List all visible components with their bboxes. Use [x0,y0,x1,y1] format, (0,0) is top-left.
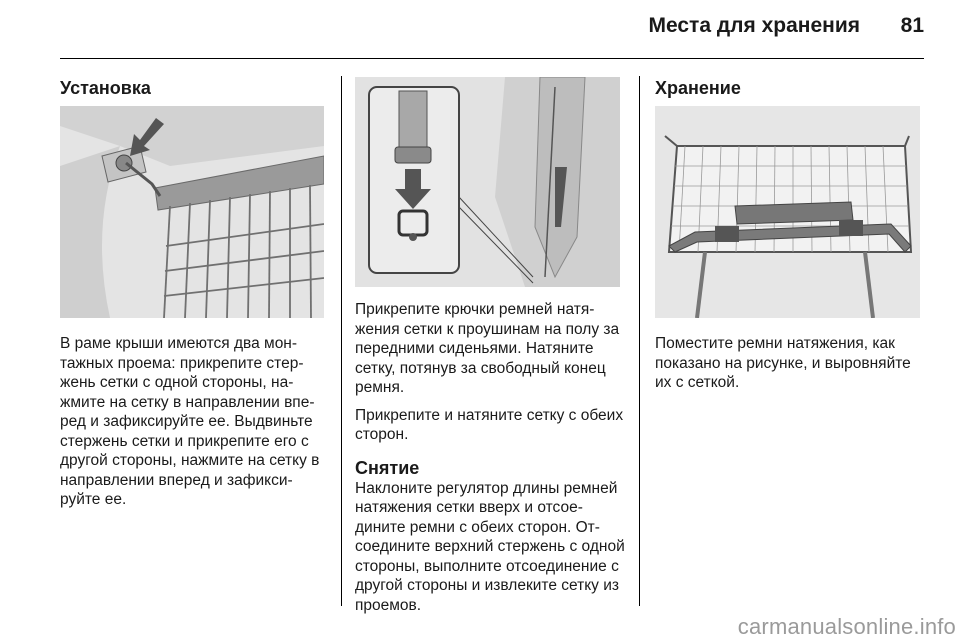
removal-paragraph: Наклоните регулятор длины ремней натяжения сетки вверх и отсоедините ремни с обеих сторон. Отсоедините верхний стержень с одной стороны, выполните отсоединение с другой стороны и извлеките сетку из проемов. [355,479,625,614]
tension-paragraph: Прикрепите и натяните сетку с обеих сторон. [355,406,624,443]
section-heading: Хранение [655,78,741,98]
floor-eyelet-drawing [355,77,620,287]
storage-section [655,72,925,100]
watermark: carmanualsonline.info [737,614,956,639]
page-title: Места для хранения [648,14,860,37]
installation-section [60,72,324,100]
illustration-floor-eyelet [355,77,620,287]
storage-text [655,334,925,393]
header-divider [60,58,924,59]
illustration-roof-mount [60,106,324,318]
page-number: 81 [900,14,924,37]
storage-drawing [655,106,920,318]
illustration-storage [655,106,920,318]
section-heading: Снятие [355,457,420,478]
installation-text [60,334,324,510]
attachment-text [355,300,625,615]
storage-paragraph: Поместите ремни натяжения, как показано на рисунке, и выровняйте их с сеткой. [655,335,911,391]
roof-mount-drawing [60,106,324,318]
installation-paragraph: В раме крыши имеются два монтажных проема: прикрепите стержень сетки с одной стороны, нажмите на сетку в направлении вперед и зафиксируйте ее. Выдвиньте стержень сетки и прикрепите его с другой стороны, нажмите на сетку в направлении вперед и зафиксируйте ее. [60,335,320,508]
attachment-paragraph: Прикрепите крючки ремней натяжения сетки к проушинам на полу за передними сиденьями. Натяните сетку, потянув за свободный конец ремня. [355,301,620,396]
section-heading: Установка [60,78,151,98]
column-divider [341,76,342,606]
column-divider [639,76,640,606]
